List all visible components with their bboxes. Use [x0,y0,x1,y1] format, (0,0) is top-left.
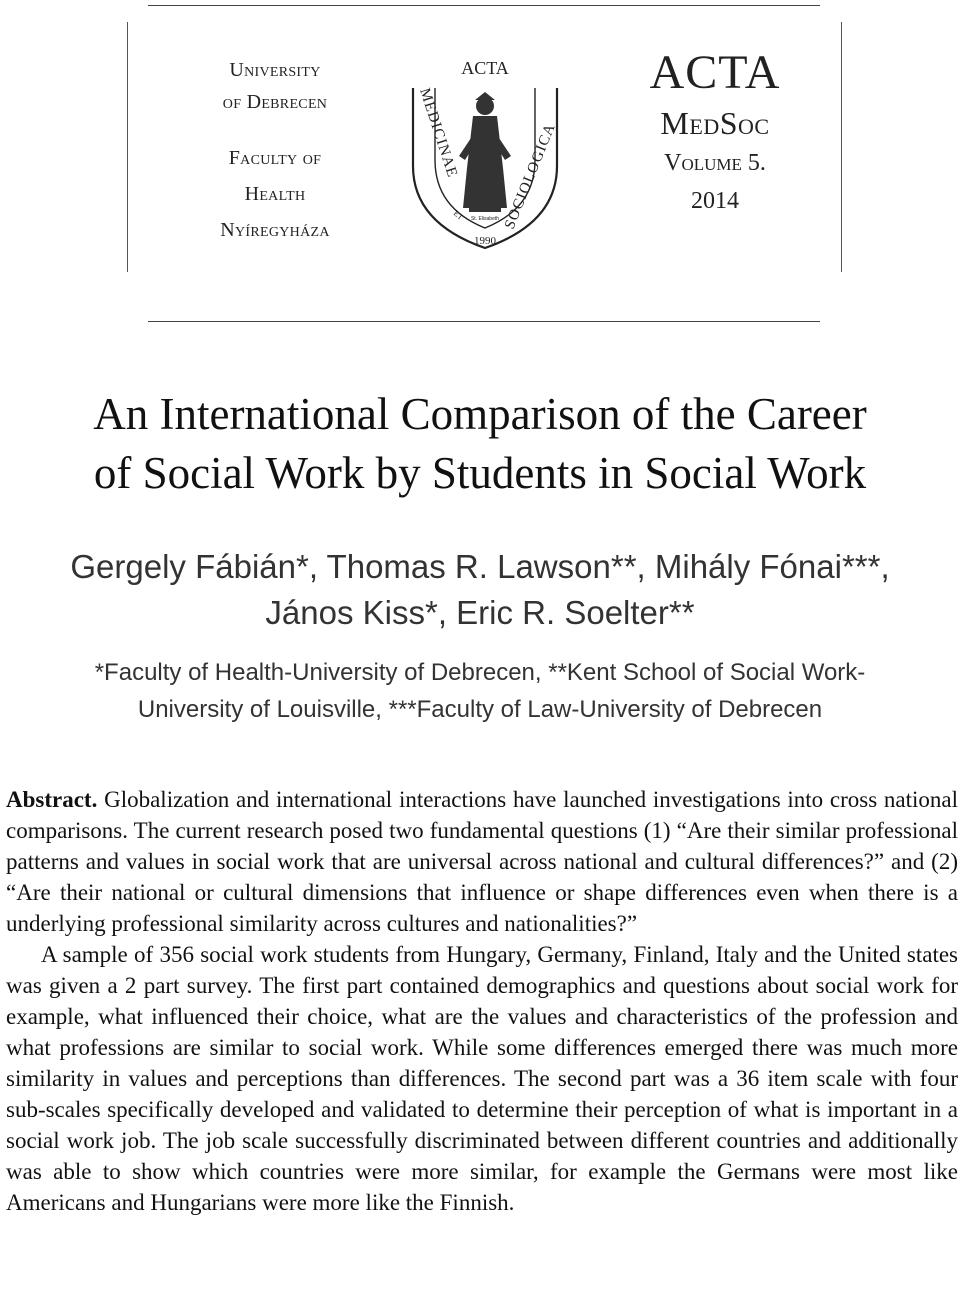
faculty-line: Faculty of [228,147,322,169]
article-title [0,385,960,503]
abstract-text: Globalization and international interactions have launched investigations into cross national comparisons. The current research posed two fundamental questions (1) “Are their similar professional patterns and values in social work that are universal across national and cultural differences?” and (2) “Are their national or cultural dimensions that influence or shape differences even when there is a underlying professional similarity across cultures and nationalities?” [6,787,959,936]
city-line: Nyíregyháza [220,219,330,241]
affiliation-list [0,654,960,728]
journal-title-block [620,44,810,220]
saint-figure-icon [459,92,511,212]
author-line: Gergely Fábián*, Thomas R. Lawson**, Mihály Fónai***, [70,548,890,585]
header-right-rule [841,22,842,272]
emblem-year-text: 1990 [474,235,496,247]
abstract-label: Abstract. [6,787,98,812]
emblem-top-text: ACTA [461,58,509,78]
university-line: of Debrecen [222,91,328,113]
header-top-rule [148,5,820,6]
abstract-paragraph: A sample of 356 social work students from Hungary, Germany, Finland, Italy and the United states was given a 2 part survey. The first part contained demographics and questions about social work for example, what influenced their choice, what are the values and characteristics of the profession and what professions are similar to social work. While some differences emerged there was much more similarity in values and perceptions than differences. The second part was a 36 item scale with four sub-scales specifically developed and validated to determine their perception of what is important in a social work job. The job scale successfully discriminated between different countries and additionally was able to show which countries were more similar, for example the Germans were most like Americans and Hungarians were more like the Finnish. [6,942,958,1215]
header-left-rule [127,22,128,272]
faculty-line: Health [244,183,306,205]
author-list [0,544,960,636]
emblem-left-arc-text: MEDICINAE [416,86,461,180]
author-line: János Kiss*, Eric R. Soelter** [265,594,695,631]
emblem-figure-caption: St. Elisabeth [470,216,500,222]
emblem-et-text: ET [451,208,465,222]
article-title-line: of Social Work by Students in Social Work [93,448,867,498]
university-block [190,52,360,248]
article-title-line: An International Comparison of the Career [93,389,867,439]
affiliation-line: University of Louisville, ***Faculty of Law-University of Debrecen [137,696,823,723]
journal-title: ACTA [649,46,781,99]
journal-year: 2014 [691,188,739,214]
university-line: University [229,59,321,81]
journal-volume: Volume 5. [664,150,766,176]
affiliation-line: *Faculty of Health-University of Debrecen, **Kent School of Social Work- [94,659,866,686]
abstract [6,784,958,1218]
emblem-right-arc-text: SOCIOLOGICA [501,121,559,232]
journal-subtitle: MedSoc [660,105,770,141]
header-bottom-rule [148,321,820,322]
abstract-paragraph [6,784,958,939]
journal-emblem [395,48,575,253]
